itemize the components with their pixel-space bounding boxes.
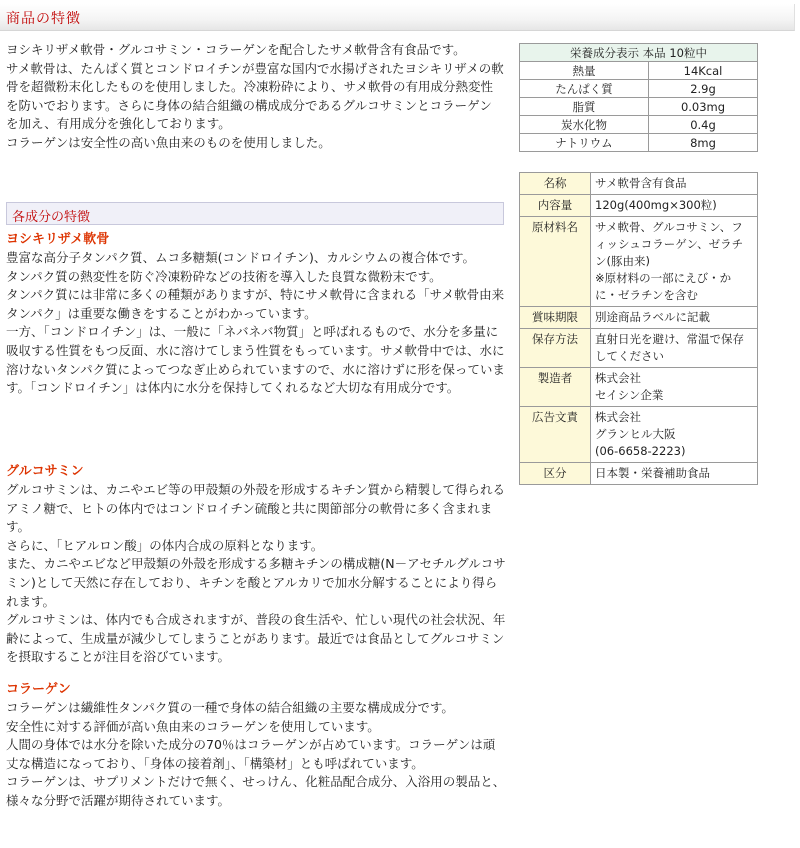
nutrition-row <box>520 98 758 116</box>
nutrition-row <box>520 62 758 80</box>
ingredient-paragraph: タンパク質には非常に多くの種類がありますが、特にサメ軟骨に含まれる「サメ軟骨由来タンパク」は重要な働きをすることがわかっています。 <box>6 287 505 321</box>
spec-label: 賞味期限 <box>520 307 591 329</box>
intro-paragraph: ヨシキリザメ軟骨・グルコサミン・コラーゲンを配合したサメ軟骨含有食品です。 <box>6 42 466 57</box>
spec-row <box>520 407 758 463</box>
nutrition-value: 0.03mg <box>649 98 758 116</box>
nutrition-value: 8mg <box>649 134 758 152</box>
page-header <box>0 4 795 31</box>
nutrition-value: 0.4g <box>649 116 758 134</box>
ingredient-paragraph: コラーゲンは、サプリメントだけで無く、せっけん、化粧品配合成分、入浴用の製品と、様々な分野で活躍が期待されています。 <box>6 774 506 808</box>
spec-value-line: サメ軟骨、グルコサミン、フィッシュコラーゲン、ゼラチン(豚由来) <box>595 220 744 268</box>
spec-label: 製造者 <box>520 368 591 407</box>
spec-row <box>520 463 758 485</box>
spec-value-line: グランヒル大阪 <box>595 427 676 441</box>
spec-row <box>520 307 758 329</box>
ingredient-paragraph: 安全性に対する評価が高い魚由来のコラーゲンを使用しています。 <box>6 718 380 734</box>
nutrition-label: 炭水化物 <box>520 116 649 134</box>
nutrition-row <box>520 134 758 152</box>
intro-paragraph: サメ軟骨は、たんぱく質とコンドロイチンが豊富な国内で水揚げされたヨシキリザメの軟骨を超微粉末化したものを使用しました。冷凍粉砕により、サメ軟骨の有用成分熱変性を防いでおります。さらに身体の結合組織の構成成分であるグルコサミンとコラーゲンを加え、有用成分を強化しております。 <box>6 60 504 132</box>
spec-row <box>520 217 758 307</box>
section-title: 各成分の特徴 <box>12 210 91 225</box>
ingredient-body <box>6 699 506 811</box>
spec-value <box>591 195 758 217</box>
nutrition-caption: 栄養成分表示 本品 10粒中 <box>520 44 758 62</box>
spec-label: 名称 <box>520 173 591 195</box>
spec-value-line: 直射日光を避け、常温で保存してください <box>595 332 745 363</box>
spec-value-line: 日本製・栄養補助食品 <box>595 466 710 480</box>
spec-value <box>591 307 758 329</box>
ingredient-paragraph: さらに、「ヒアルロン酸」の体内合成の原料となります。 <box>6 537 324 553</box>
page-title: 商品の特徴 <box>6 11 81 27</box>
ingredient-paragraph: 一方、「コンドロイチン」は、一般に「ネバネバ物質」と呼ばれるもので、水分を多量に吸収する性質をもつ反面、水に溶けてしまう性質をもっています。サメ軟骨中では、水に溶けないタンパク質によってつなぎ止められていますので、水に溶けずに形を保っています。「コンドロイチン」は体内に水分を保持してくれるなど大切な有用成分です。 <box>6 324 505 396</box>
spec-row <box>520 368 758 407</box>
ingredient-paragraph: グルコサミンは、体内でも合成されますが、普段の食生活や、忙しい現代の社会状況、年齢によって、生成量が減少してしまうことがあります。最近では食品としてグルコサミンを摂取することが注目を浴びています。 <box>6 612 506 665</box>
spec-value <box>591 407 758 463</box>
nutrition-value: 2.9g <box>649 80 758 98</box>
nutrition-value: 14Kcal <box>649 62 758 80</box>
ingredient-heading: グルコサミン <box>6 464 84 479</box>
ingredient-paragraph: グルコサミンは、カニやエビ等の甲殻類の外殻を形成するキチン質から精製して得られるアミノ糖で、ヒトの体内ではコンドロイチン硫酸と共に関節部分の軟骨に多く含まれます。 <box>6 482 506 535</box>
product-spec-table <box>519 172 758 485</box>
spec-value-line: セイシン企業 <box>595 388 664 402</box>
ingredient-glucosamine <box>6 463 506 667</box>
nutrition-table <box>519 43 758 152</box>
spec-label: 内容量 <box>520 195 591 217</box>
ingredient-body <box>6 249 506 398</box>
spec-row <box>520 329 758 368</box>
nutrition-row <box>520 116 758 134</box>
spec-value <box>591 217 758 307</box>
spec-value <box>591 329 758 368</box>
ingredient-collagen <box>6 681 506 811</box>
spec-value-line: サメ軟骨含有食品 <box>595 176 687 190</box>
ingredient-paragraph: コラーゲンは繊維性タンパク質の一種で身体の結合組織の主要な構成成分です。 <box>6 700 454 715</box>
nutrition-label: ナトリウム <box>520 134 649 152</box>
ingredient-body <box>6 481 506 667</box>
nutrition-row <box>520 80 758 98</box>
ingredient-paragraph: 豊富な高分子タンパク質、ムコ多糖類(コンドロイチン)、カルシウムの複合体です。 <box>6 250 475 265</box>
spec-row <box>520 195 758 217</box>
ingredient-heading: ヨシキリザメ軟骨 <box>6 232 110 247</box>
spec-value-line: 別途商品ラベルに記載 <box>595 310 710 324</box>
nutrition-label: 脂質 <box>520 98 649 116</box>
spec-value-line: 120g(400mg×300粒) <box>595 198 717 212</box>
spec-value-line: ※原材料の一部にえび・かに・ゼラチンを含む <box>595 271 732 302</box>
spec-label: 保存方法 <box>520 329 591 368</box>
section-header <box>6 202 504 225</box>
spec-label: 原材料名 <box>520 217 591 307</box>
ingredient-paragraph: 人間の身体では水分を除いた成分の70％はコラーゲンが占めています。コラーゲンは頑丈な構造になっており、「身体の接着剤」、「構築材」とも呼ばれています。 <box>6 737 496 771</box>
intro-text <box>6 41 504 153</box>
spec-value-line: 株式会社 <box>595 410 641 424</box>
ingredient-paragraph: また、カニやエビなど甲殻類の外殻を形成する多糖キチンの構成糖(N－アセチルグルコサミン)として天然に存在しており、キチンを酸とアルカリで加水分解することにより得られます。 <box>6 556 506 609</box>
nutrition-caption-row <box>520 44 758 62</box>
spec-value <box>591 368 758 407</box>
spec-value-line: (06-6658-2223) <box>595 444 686 458</box>
ingredient-shark-cartilage <box>6 231 506 398</box>
spec-label: 区分 <box>520 463 591 485</box>
spec-value-line: 株式会社 <box>595 371 641 385</box>
ingredient-paragraph: タンパク質の熱変性を防ぐ冷凍粉砕などの技術を導入した良質な微粉末です。 <box>6 268 442 284</box>
spec-row <box>520 173 758 195</box>
spec-value <box>591 173 758 195</box>
spec-label: 広告文責 <box>520 407 591 463</box>
ingredient-heading: コラーゲン <box>6 682 71 697</box>
nutrition-label: 熱量 <box>520 62 649 80</box>
spec-value <box>591 463 758 485</box>
nutrition-label: たんぱく質 <box>520 80 649 98</box>
intro-paragraph: コラーゲンは安全性の高い魚由来のものを使用しました。 <box>6 134 331 150</box>
